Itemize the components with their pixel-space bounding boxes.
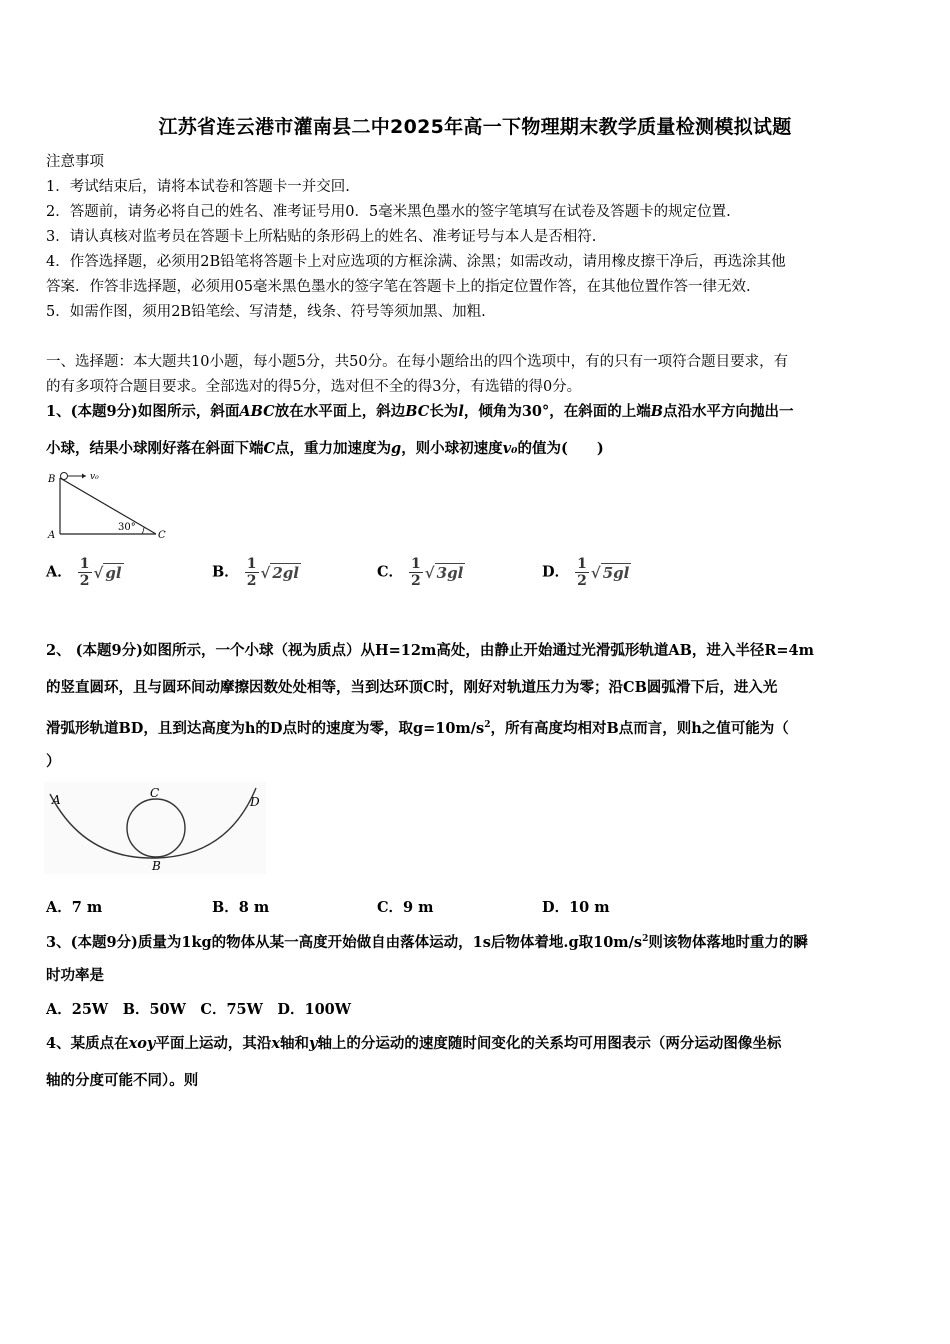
- q2-line2: 的竖直圆环，且与圆环间动摩擦因数处处相等，当到达环顶C时，刚好对轨道压力为零；沿CB圆弧滑下后，进入光: [46, 679, 778, 696]
- q3-line2: 时功率是: [46, 967, 104, 984]
- notice-item-1: 1．考试结束后，请将本试卷和答题卡一并交回.: [46, 179, 350, 195]
- fraction: $\frac{1}{2}$: [577, 556, 587, 589]
- q4-line1: 4、某质点在xoy平面上运动，其沿x轴和y轴上的分运动的速度随时间变化的关系均可用图表示（两分运动图像坐标: [46, 1035, 782, 1052]
- q2-loop-track-figure: [44, 782, 266, 874]
- q3-line1: 3、(本题9分)质量为1kg的物体从某一高度开始做自由落体运动，1s后物体着地.g取$10m/s^2$则该物体落地时重力的瞬: [46, 933, 808, 951]
- notice-item-3: 3．请认真核对监考员在答题卡上所粘贴的条形码上的姓名、准考证号与本人是否相符.: [46, 229, 597, 245]
- q2-option-b: B．8 m: [212, 899, 270, 916]
- angle-arc: [142, 527, 144, 534]
- notice-item-5: 5．如需作图，须用2B铅笔绘、写清楚，线条、符号等须加黑、加粗.: [46, 304, 486, 320]
- notice-item-2: 2．答题前，请务必将自己的姓名、准考证号用0．5毫米黑色墨水的签字笔填写在试卷及答题卡的规定位置.: [46, 204, 731, 220]
- label-c: C: [150, 786, 160, 800]
- q3-options: A．25W B．50W C．75W D．100W: [46, 1001, 352, 1018]
- label-c: C: [158, 530, 166, 541]
- angle-label: 30°: [118, 522, 136, 533]
- q1-line2: 小球，结果小球刚好落在斜面下端C点，重力加速度为g，则小球初速度v₀的值为( ): [46, 440, 604, 457]
- page-title: 江苏省连云港市灌南县二中2025年高一下物理期末教学质量检测模拟试题: [158, 116, 792, 138]
- label-a: A: [52, 793, 61, 807]
- q2-line4: ）: [46, 753, 61, 770]
- fraction: $\frac{1}{2}$: [246, 556, 257, 589]
- q1-option-c: C． $\frac{1}{2}$ √ 3gl: [377, 556, 464, 589]
- label-b: B: [152, 859, 161, 873]
- label-b: B: [48, 474, 56, 485]
- q1-option-d: D． $\frac{1}{2}$ √ 5gl: [542, 556, 630, 589]
- q1-incline-figure: [44, 468, 174, 544]
- q2-line3: 滑弧形轨道BD，且到达高度为h的D点时的速度为零，取$g=10m/s^2$，所有高度均相对B点而言，则h之值可能为（: [46, 719, 789, 737]
- label-v0: v₀: [90, 472, 99, 482]
- section-heading-line2: 的有多项符合题目要求。全部选对的得5分，选对但不全的得3分，有选错的得0分。: [46, 379, 582, 395]
- q4-line2: 轴的分度可能不同）。则: [46, 1072, 199, 1089]
- section-heading-line1: 一、选择题：本大题共10小题，每小题5分，共50分。在每小题给出的四个选项中，有的只有一项符合题目要求，有: [46, 354, 789, 370]
- notice-heading: 注意事项: [46, 154, 104, 170]
- notice-item-4-cont: 答案．作答非选择题，必须用05毫米黑色墨水的签字笔在答题卡上的指定位置作答，在其他位置作答一律无效.: [46, 279, 751, 295]
- q1-option-b: B． $\frac{1}{2}$ √ 2gl: [212, 556, 299, 589]
- label-a: A: [48, 530, 56, 541]
- ball: [61, 473, 68, 480]
- label-d: D: [250, 795, 260, 809]
- q1-line1: 1、(本题9分)如图所示，斜面ABC放在水平面上，斜边BC长为l，倾角为30°，在斜面的上端B点沿水平方向抛出一: [46, 403, 794, 420]
- q2-option-a: A．7 m: [46, 899, 103, 916]
- q2-option-c: C．9 m: [377, 899, 434, 916]
- fraction: $\frac{1}{2}$: [411, 556, 421, 589]
- q2-option-d: D．10 m: [542, 899, 610, 916]
- notice-item-4: 4．作答选择题，必须用2B铅笔将答题卡上对应选项的方框涂满、涂黑；如需改动，请用橡皮擦干净后，再选涂其他: [46, 254, 786, 270]
- fraction: $\frac{1}{2}$: [79, 556, 90, 589]
- q1-option-a: A． $\frac{1}{2}$ √ gl: [46, 556, 122, 589]
- incline-hypotenuse: [60, 478, 156, 534]
- q2-line1: 2、 (本题9分)如图所示，一个小球（视为质点）从H=12m高处，由静止开始通过光滑弧形轨道AB，进入半径R=4m: [46, 642, 814, 659]
- velocity-arrowhead: [82, 474, 86, 479]
